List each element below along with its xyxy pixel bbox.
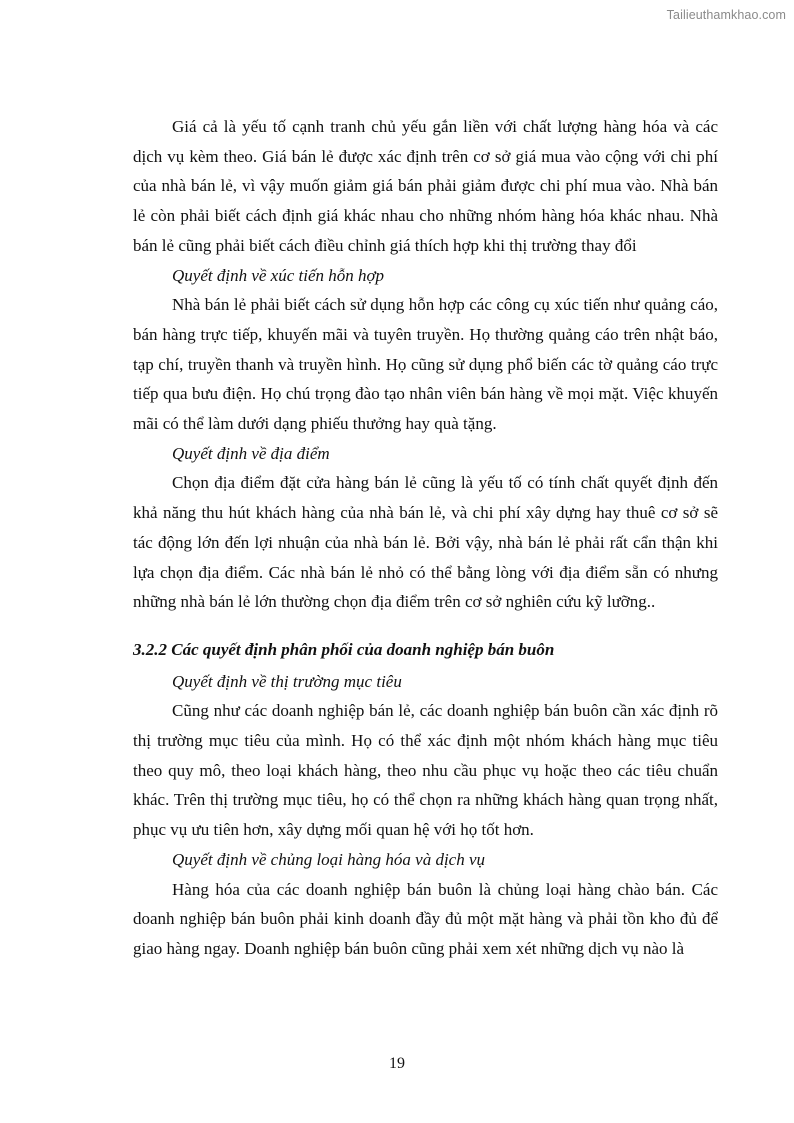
subhead-target-market: Quyết định về thị trường mục tiêu [172,671,402,691]
paragraph-pricing: Giá cả là yếu tố cạnh tranh chủ yếu gắn liền với chất lượng hàng hóa và các dịch vụ kèm theo. Giá bán lẻ được xác định trên cơ sở giá mua vào cộng với chi phí của nhà bán lẻ, vì vậy muốn giảm giá bán phải giảm được chi phí mua vào. Nhà bán lẻ còn phải biết cách định giá khác nhau cho những nhóm hàng hóa khác nhau. Nhà bán lẻ cũng phải biết cách điều chỉnh giá thích hợp khi thị trường thay đổi [133,117,718,255]
section-heading-3-2-2: 3.2.2 Các quyết định phân phối của doanh nghiệp bán buôn [133,639,555,659]
paragraph-location: Chọn địa điểm đặt cửa hàng bán lẻ cũng là yếu tố có tính chất quyết định đến khả năng thu hút khách hàng của nhà bán lẻ, và chi phí xây dựng hay thuê cơ sở sẽ tác động lớn đến lợi nhuận của nhà bán lẻ. Bởi vậy, nhà bán lẻ phải rất cẩn thận khi lựa chọn địa điểm. Các nhà bán lẻ nhỏ có thể bằng lòng với địa điểm sẵn có nhưng những nhà bán lẻ lớn thường chọn địa điểm trên cơ sở nghiên cứu kỹ lưỡng.. [133,473,718,612]
paragraph-assortment: Hàng hóa của các doanh nghiệp bán buôn là chủng loại hàng chào bán. Các doanh nghiệp bán buôn phải kinh doanh đầy đủ một mặt hàng và phải tồn kho đủ để giao hàng ngay. Doanh nghiệp bán buôn cũng phải xem xét những dịch vụ nào là [133,879,718,958]
page-number: 19 [389,1055,405,1072]
subhead-assortment: Quyết định về chủng loại hàng hóa và dịch vụ [172,849,486,869]
paragraph-target-market: Cũng như các doanh nghiệp bán lẻ, các doanh nghiệp bán buôn cần xác định rõ thị trường mục tiêu của mình. Họ có thể xác định một nhóm khách hàng mục tiêu theo quy mô, theo loại khách hàng, theo nhu cầu phục vụ hoặc theo các tiêu chuẩn khác. Trên thị trường mục tiêu, họ có thể chọn ra những khách hàng quan trọng nhất, phục vụ ưu tiên hơn, xây dựng mối quan hệ với họ tốt hơn. [133,701,718,840]
subhead-location: Quyết định về địa điểm [172,443,330,463]
watermark-text: Tailieuthamkhao.com [666,8,786,22]
document-body [133,112,718,964]
subhead-promotion: Quyết định về xúc tiến hỗn hợp [172,265,385,285]
paragraph-promotion: Nhà bán lẻ phải biết cách sử dụng hỗn hợp các công cụ xúc tiến như quảng cáo, bán hàng trực tiếp, khuyến mãi và tuyên truyền. Họ thường quảng cáo trên nhật báo, tạp chí, truyền thanh và truyền hình. Họ cũng sử dụng phổ biến các tờ quảng cáo trực tiếp qua bưu điện. Họ chú trọng đào tạo nhân viên bán hàng về mọi mặt. Việc khuyến mãi có thể làm dưới dạng phiếu thưởng hay quà tặng. [133,295,718,434]
